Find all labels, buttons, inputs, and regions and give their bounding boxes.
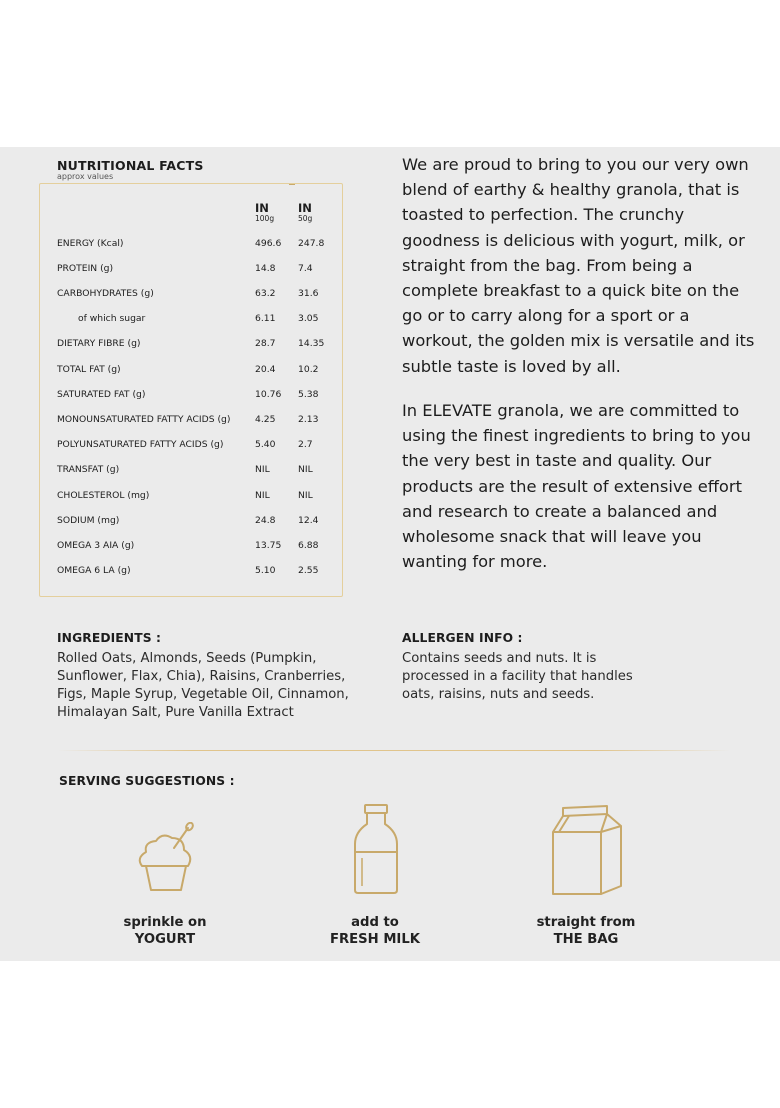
nutrient-label: CHOLESTEROL (mg) [57, 490, 150, 501]
column-header-100g [255, 202, 274, 223]
nutrient-label: TRANSFAT (g) [57, 464, 120, 475]
nutrition-row [57, 439, 337, 453]
value-per-100g: 14.8 [255, 263, 276, 274]
nutrition-row [57, 364, 337, 378]
nutrition-title: NUTRITIONAL FACTS [57, 158, 204, 173]
nutrient-label: of which sugar [78, 313, 146, 324]
value-per-100g: 4.25 [255, 414, 276, 425]
nutrient-label: TOTAL FAT (g) [57, 364, 121, 375]
caption-line: add to [351, 915, 399, 930]
value-per-100g: 6.11 [255, 313, 276, 324]
value-per-50g: 3.05 [298, 313, 319, 324]
nutrient-label: SODIUM (mg) [57, 515, 120, 526]
value-per-100g: 24.8 [255, 515, 276, 526]
value-per-100g: 5.10 [255, 565, 276, 576]
nutrition-row [57, 540, 337, 554]
value-per-50g: 6.88 [298, 540, 319, 551]
section-divider [58, 750, 730, 751]
value-per-100g: NIL [255, 490, 270, 501]
value-per-100g: 28.7 [255, 338, 276, 349]
column-header-label: IN [255, 201, 269, 215]
nutrition-row [57, 464, 337, 478]
nutrition-row [57, 565, 337, 579]
value-per-50g: 5.38 [298, 389, 319, 400]
nutrition-row [57, 490, 337, 504]
description-paragraph-1: We are proud to bring to you our very own blend of earthy & healthy granola, that is toasted to perfection. The crunchy goodness is delicious with yogurt, milk, or straight from the bag. From being a complete breakfast to a quick bite on the go or to carry along for a sport or a workout, the golden mix is versatile and its subtle taste is loved by all. [402, 155, 755, 376]
nutrient-label: DIETARY FIBRE (g) [57, 338, 141, 349]
serving-caption-yogurt [85, 914, 245, 948]
granola-bag-icon [549, 802, 625, 896]
value-per-100g: 10.76 [255, 389, 282, 400]
caption-line: YOGURT [134, 932, 196, 947]
column-header-unit: 100g [255, 214, 275, 223]
value-per-100g: NIL [255, 464, 270, 475]
value-per-50g: 247.8 [298, 238, 325, 249]
serving-caption-bag [506, 914, 666, 948]
description-paragraph-2: In ELEVATE granola, we are committed to using the finest ingredients to bring to you the very best in taste and quality. Our products are the result of extensive effort and research to create a balanced and wholesome snack that will leave you wanting for more. [402, 401, 751, 572]
value-per-50g: 10.2 [298, 364, 319, 375]
value-per-50g: 2.7 [298, 439, 313, 450]
nutrient-label: POLYUNSATURATED FATTY ACIDS (g) [57, 439, 224, 450]
nutrition-row [57, 338, 337, 352]
column-header-unit: 50g [298, 214, 313, 223]
milk-bottle-icon [350, 802, 402, 896]
value-per-50g: NIL [298, 490, 313, 501]
yogurt-cup-icon [134, 822, 196, 894]
caption-line: straight from [536, 915, 636, 930]
nutrient-label: OMEGA 6 LA (g) [57, 565, 131, 576]
value-per-100g: 5.40 [255, 439, 276, 450]
value-per-50g: 2.13 [298, 414, 319, 425]
nutrient-label: ENERGY (Kcal) [57, 238, 124, 249]
value-per-50g: 7.4 [298, 263, 313, 274]
allergen-text: Contains seeds and nuts. It is processed in a facility that handles oats, raisins, nuts and seeds. [402, 651, 633, 702]
value-per-100g: 496.6 [255, 238, 282, 249]
value-per-100g: 63.2 [255, 288, 276, 299]
nutrition-row [57, 263, 337, 277]
value-per-100g: 20.4 [255, 364, 276, 375]
nutrition-row [57, 389, 337, 403]
allergen-title: ALLERGEN INFO : [402, 631, 523, 645]
value-per-50g: NIL [298, 464, 313, 475]
nutrient-label: OMEGA 3 AIA (g) [57, 540, 135, 551]
nutrition-row [57, 238, 337, 252]
ingredients-title: INGREDIENTS : [57, 631, 162, 645]
nutrition-row [57, 515, 337, 529]
serving-title: SERVING SUGGESTIONS : [59, 774, 235, 788]
caption-line: THE BAG [553, 932, 619, 947]
caption-line: sprinkle on [123, 915, 207, 930]
value-per-50g: 2.55 [298, 565, 319, 576]
nutrient-label: CARBOHYDRATES (g) [57, 288, 154, 299]
decorative-tick [289, 184, 295, 185]
nutrient-label: SATURATED FAT (g) [57, 389, 146, 400]
column-header-label: IN [298, 201, 312, 215]
nutrition-row [57, 288, 337, 302]
caption-line: FRESH MILK [330, 932, 420, 947]
value-per-100g: 13.75 [255, 540, 282, 551]
nutrition-subtitle: approx values [57, 172, 114, 181]
value-per-50g: 12.4 [298, 515, 319, 526]
nutrition-row [57, 313, 337, 327]
nutrient-label: MONOUNSATURATED FATTY ACIDS (g) [57, 414, 231, 425]
value-per-50g: 31.6 [298, 288, 319, 299]
serving-caption-milk [295, 914, 455, 948]
ingredients-text: Rolled Oats, Almonds, Seeds (Pumpkin, Sunflower, Flax, Chia), Raisins, Cranberries, Figs, Maple Syrup, Vegetable Oil, Cinnamon, Himalayan Salt, Pure Vanilla Extract [57, 651, 349, 720]
nutrient-label: PROTEIN (g) [57, 263, 114, 274]
value-per-50g: 14.35 [298, 338, 325, 349]
nutrition-row [57, 414, 337, 428]
column-header-50g [298, 202, 312, 223]
